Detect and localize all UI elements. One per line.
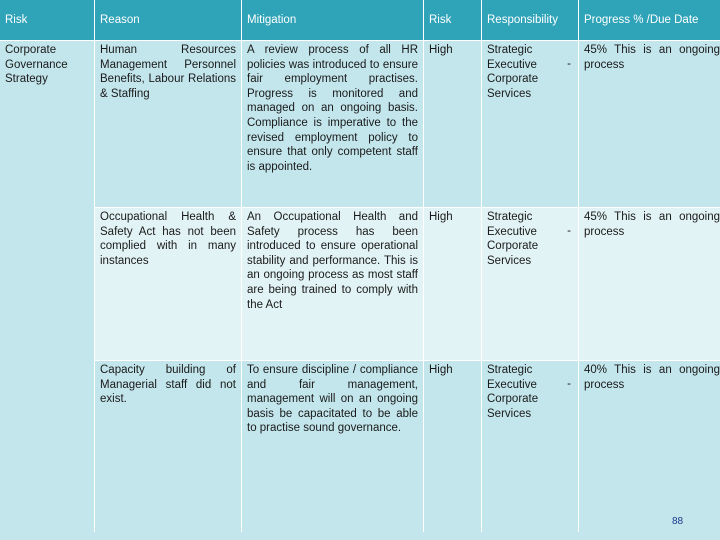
header-risk: Risk [424,0,481,40]
row1-resp-line: Corporate [487,73,539,86]
row3-dash: - [567,378,571,390]
header-mitigation: Mitigation [242,0,423,40]
header-reason: Reason [95,0,241,40]
row2-risk: High [424,208,481,360]
row3-risk: High [424,361,481,535]
row1-resp-line: Services [487,87,532,100]
row3-resp-line: Executive [487,378,537,391]
row3-responsibility [482,361,578,535]
row2-progress: 45% This is an ongoing process [579,208,720,360]
row2-mitigation: An Occupational Health and Safety process has been introduced to ensure operational stability and performance. This is an ongoing process as most staff are being trained to comply with the Act [242,208,423,360]
row3-resp-line: Services [487,407,532,420]
row2-reason: Occupational Health & Safety Act has not been complied with in many instances [95,208,241,360]
header-progress: Progress % /Due Date [579,0,720,40]
row2-resp-line: Corporate [487,240,539,253]
row1-resp-line: Executive [487,58,537,71]
header-responsibility: Responsibility [482,0,578,40]
risk-category-cell: Corporate Governance Strategy [0,41,94,535]
row2-dash: - [567,225,571,237]
row3-reason: Capacity building of Managerial staff did not exist. [95,361,241,535]
page-number: 88 [672,516,684,527]
bottom-bar [0,532,720,540]
row3-resp-line: Strategic [487,364,533,376]
row2-resp-line: Executive [487,225,537,238]
row1-reason: Human Resources Management Personnel Benefits, Labour Relations & Staffing [95,41,241,207]
row1-dash: - [567,58,571,70]
header-risk-category: Risk [0,0,94,40]
row1-progress: 45% This is an ongoing process [579,41,720,207]
row3-mitigation: To ensure discipline / compliance and fair management, management will on an ongoing basis be capacitated to be able to practise sound governance. [242,361,423,535]
row1-resp-line: Strategic [487,44,533,56]
row3-progress: 40% This is an ongoing process [579,361,720,535]
row2-resp-line: Services [487,254,532,267]
row2-responsibility [482,208,578,360]
row1-mitigation: A review process of all HR policies was introduced to ensure fair employment practises. Progress is monitored and managed on an ongoing basis. Compliance is imperative to the revised employment policy to ensure that only competent staff is appointed. [242,41,423,207]
row2-resp-line: Strategic [487,211,533,223]
row1-risk: High [424,41,481,207]
row1-responsibility [482,41,578,207]
row3-resp-line: Corporate [487,393,539,406]
